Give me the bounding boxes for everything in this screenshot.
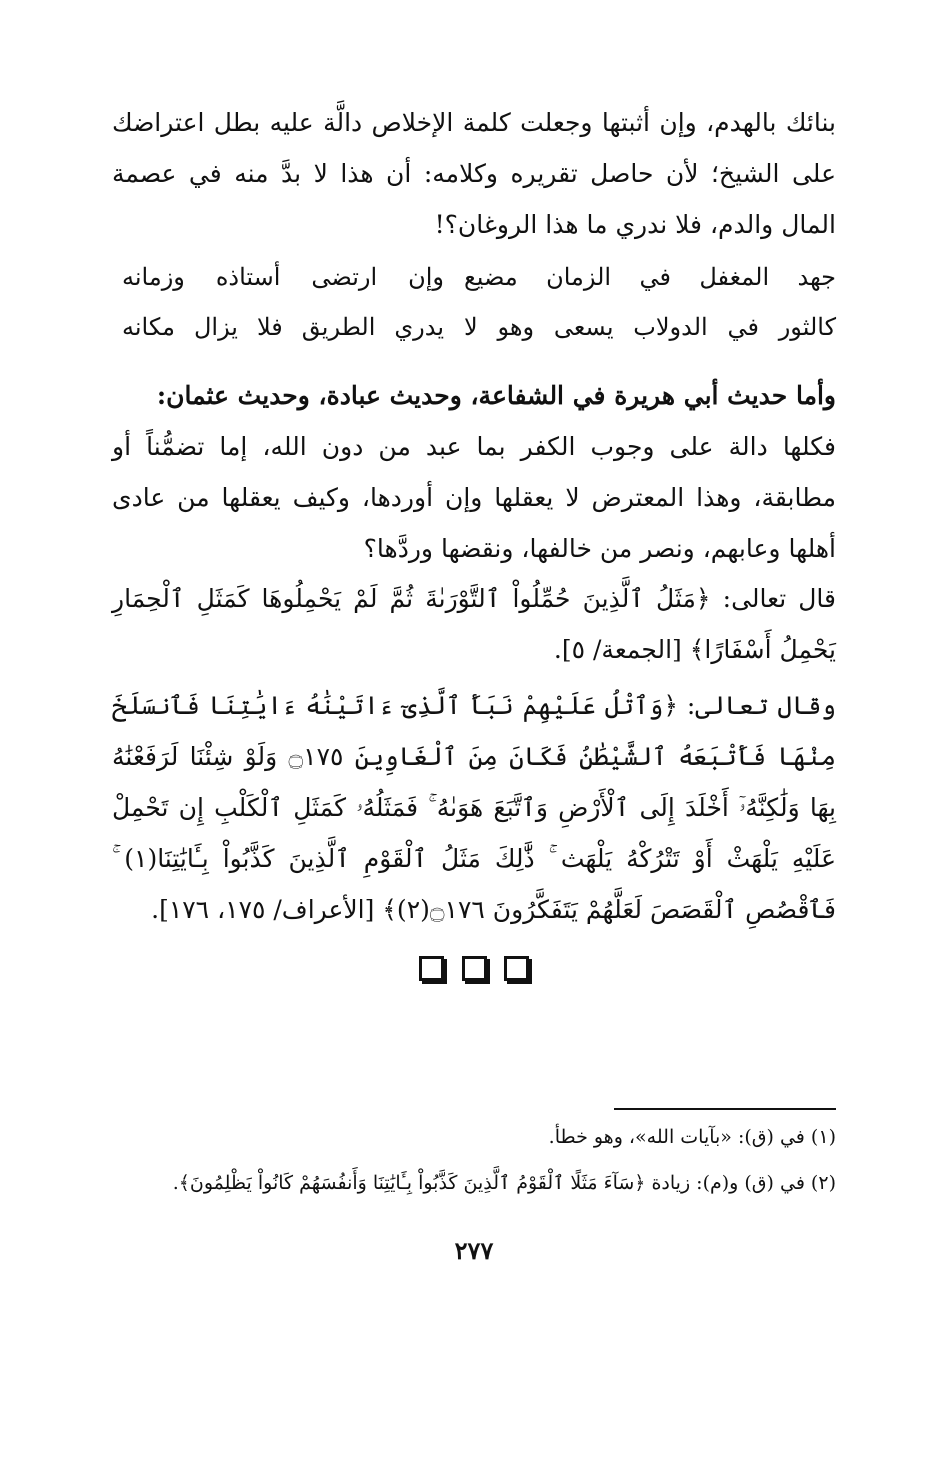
quran-quote-jumuah [112,573,836,675]
square-ornament-icon [462,956,487,981]
quran-quote-araf [112,680,836,935]
page-number: ٢٧٧ [454,1236,494,1265]
poem-line-1 [112,263,836,313]
poem-line-1-second-hemistich: وإن ارتضى أستاذه وزمانه [122,263,444,291]
paragraph-text: بنائك بالهدم، وإن أثبتها وجعلت كلمة الإخلاص دالَّة عليه بطل اعتراضك على الشيخ؛ لأن حاصل تقريره وكلامه: أن هذا لا بدَّ منه في عصمة المال والدم، فلا ندري ما هذا الروغان؟! [112,108,836,239]
poem-line-1-first-hemistich: جهد المغفل في الزمان مضيع [464,263,836,291]
footnote-1: (١) في (ق): «بآيات الله»، وهو خطأ. [548,1126,836,1148]
footnote-2: (٢) في (ق) و(م): زيادة ﴿سَآءَ مَثَلًا ٱلْقَوْمُ ٱلَّذِينَ كَذَّبُواْ بِـَٔايَٰتِنَا وَأَنفُسَهُمْ كَانُواْ يَظْلِمُونَ﴾. [172,1172,836,1194]
square-ornament-icon [504,956,529,981]
paragraph-hadiths [112,370,836,574]
section-divider-ornaments [0,956,948,981]
square-ornament-icon [419,956,444,981]
paragraph-text: فكلها دالة على وجوب الكفر بما عبد من دون الله، إما تضمُّناً أو مطابقة، وهذا المعترض لا يعقلها وإن أوردها، وكيف يعقلها من عادى أهلها وعابهم، ونصر من خالفها، ونقضها وردَّها؟ [112,432,836,563]
footnote-separator [614,1108,836,1110]
paragraph-text: وقال تعالى: ﴿وَٱتْلُ عَلَيْهِمْ نَبَأَ ٱلَّذِىٓ ءَاتَيْنَٰهُ ءَايَٰتِنَا فَٱنسَلَخَ مِنْهَا فَأَتْبَعَهُ ٱلشَّيْطَٰنُ فَكَانَ مِنَ ٱلْغَاوِينَ ۝١٧٥ وَلَوْ شِئْنَا لَرَفَعْنَٰهُ بِهَا وَلَٰكِنَّهُۥٓ أَخْلَدَ إِلَى ٱلْأَرْضِ وَٱتَّبَعَ هَوَىٰهُ ۚ فَمَثَلُهُۥ كَمَثَلِ ٱلْكَلْبِ إِن تَحْمِلْ عَلَيْهِ يَلْهَثْ أَوْ تَتْرُكْهُ يَلْهَث ۚ ذَّٰلِكَ مَثَلُ ٱلْقَوْمِ ٱلَّذِينَ كَذَّبُواْ بِـَٔايَٰتِنَا(١) ۚ فَٱقْصُصِ ٱلْقَصَصَ لَعَلَّهُمْ يَتَفَكَّرُونَ ۝١٧٦(٢)﴾ [الأعراف/ ١٧٥، ١٧٦]. [112,691,836,924]
poem-line-2 [112,313,836,363]
paragraph-text: قال تعالى: ﴿مَثَلُ ٱلَّذِينَ حُمِّلُواْ ٱلتَّوْرَىٰةَ ثُمَّ لَمْ يَحْمِلُوهَا كَمَثَلِ ٱلْحِمَارِ يَحْمِلُ أَسْفَارًا﴾ [الجمعة/ ٥]. [112,584,836,664]
paragraph-rebuttal [112,97,836,250]
paragraph-heading: وأما حديث أبي هريرة في الشفاعة، وحديث عبادة، وحديث عثمان: [156,381,836,410]
poem-line-2-first-hemistich: كالثور في الدولاب يسعى وهو لا [464,313,836,341]
poem-line-2-second-hemistich: يدري الطريق فلا يزال مكانه [122,313,444,341]
